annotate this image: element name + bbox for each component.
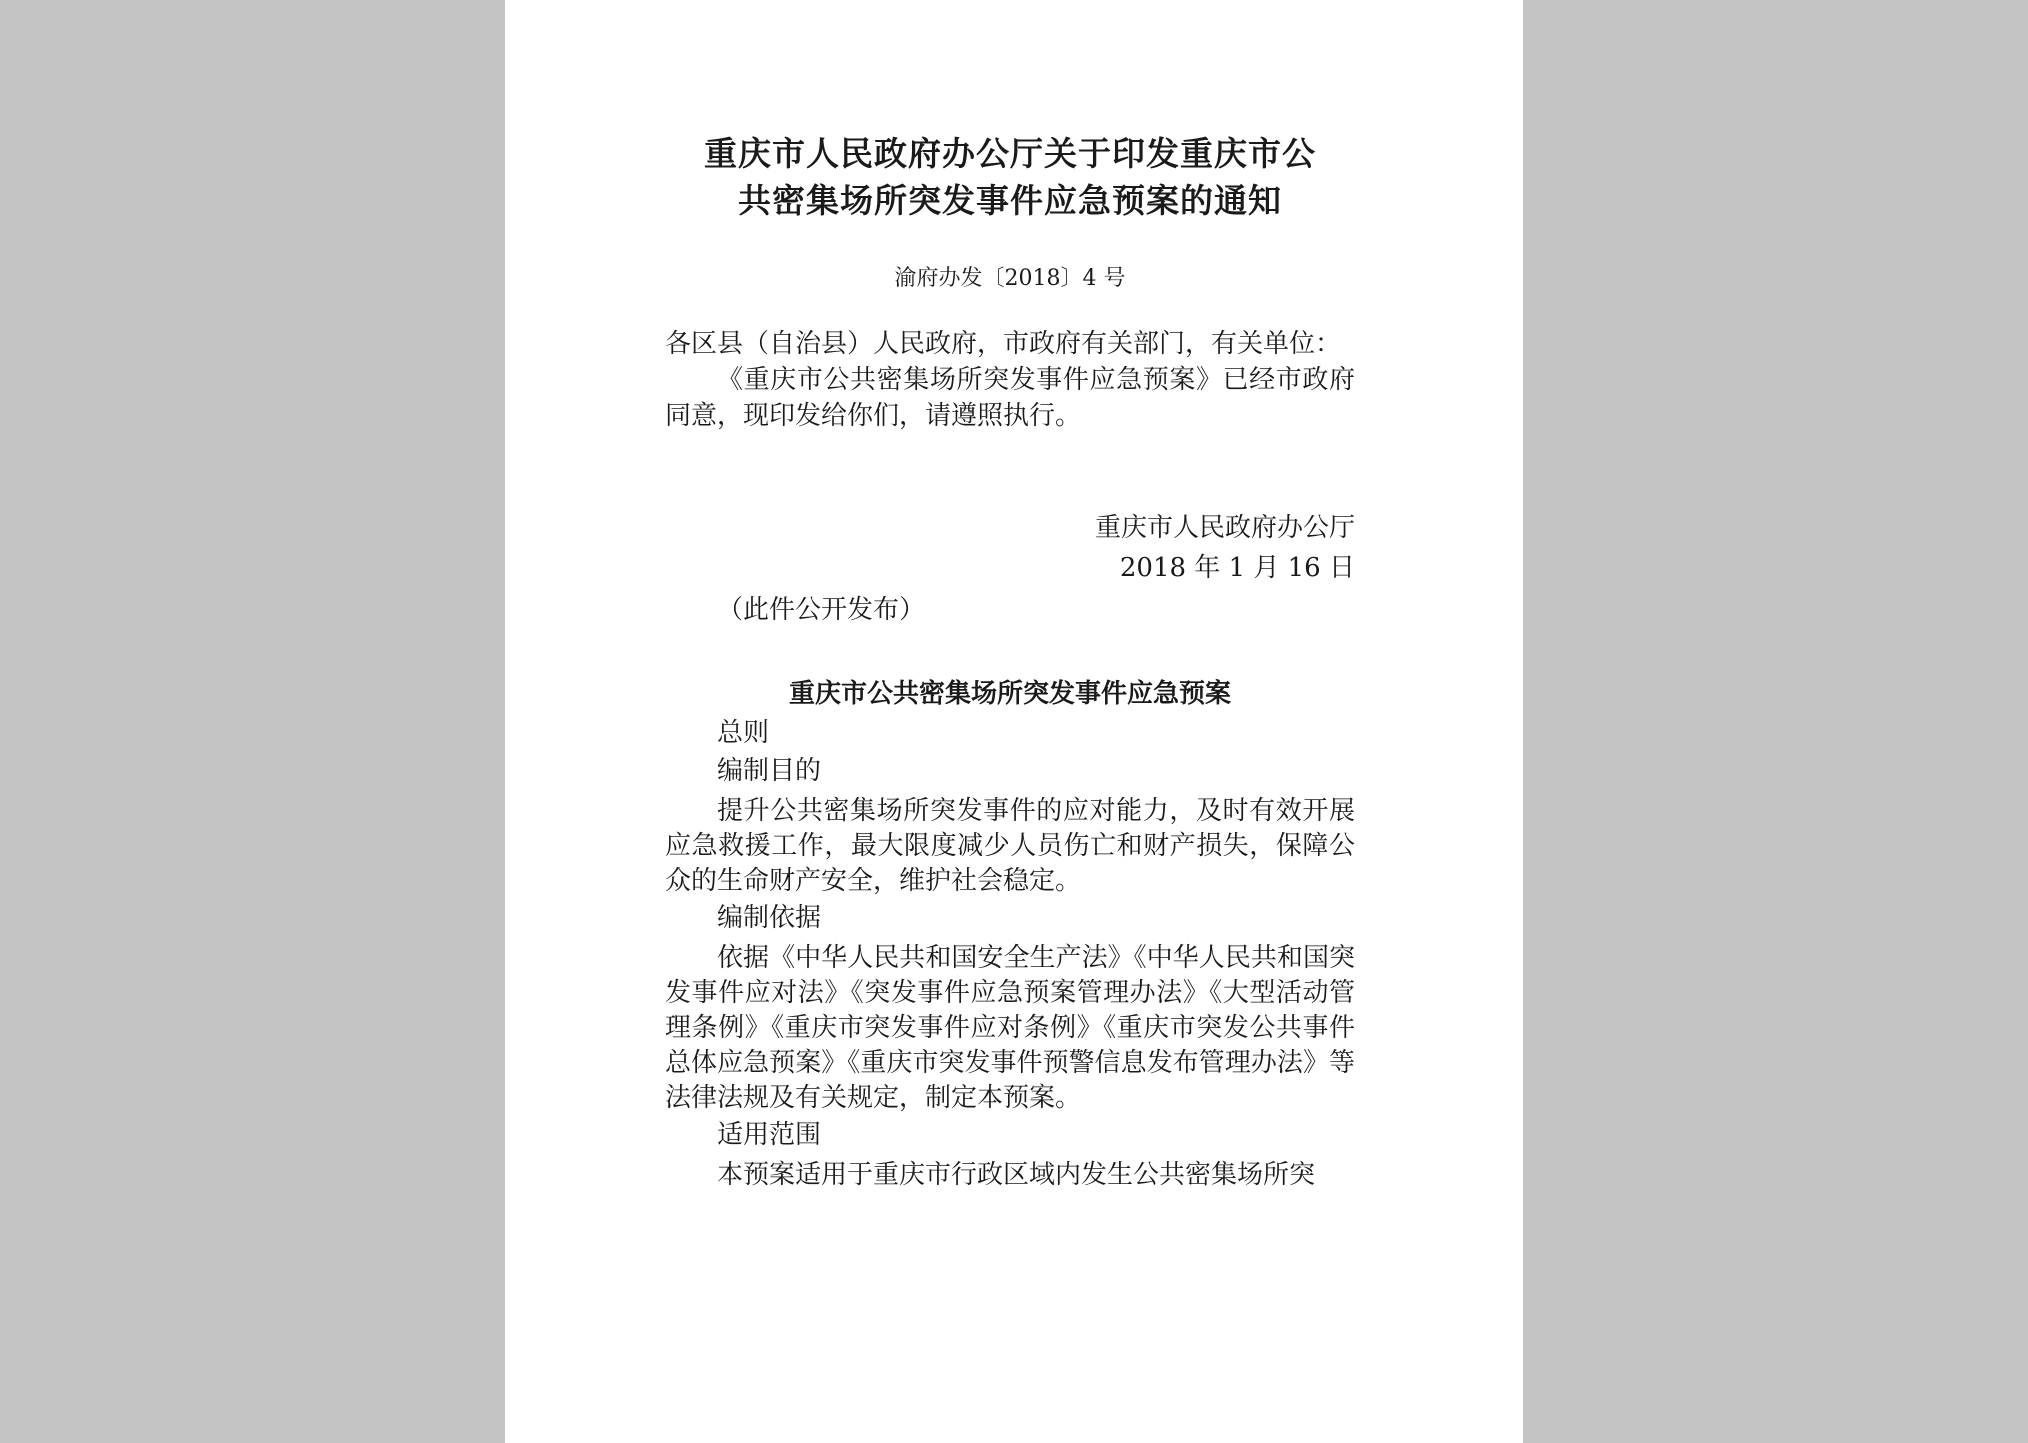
issue-date: 2018 年 1 月 16 日 [1119, 553, 1355, 583]
heading-scope: 适用范围 [717, 1120, 822, 1150]
section-general: 总则 [717, 718, 770, 748]
heading-basis: 编制依据 [717, 903, 822, 933]
addressee: 各区县（自治县）人民政府，市政府有关部门，有关单位： [665, 329, 1342, 359]
scope-paragraph: 本预案适用于重庆市行政区域内发生公共密集场所突 [717, 1160, 1316, 1190]
basis-paragraph: 依据《中华人民共和国安全生产法》《中华人民共和国突发事件应对法》《突发事件应急预案管理办法》《大型活动管理条例》《重庆市突发事件应对条例》《重庆市突发公共事件总体应急预案》《重庆市突发事件预警信息发布管理办法》等法律法规及有关规定，制定本预案。 [665, 943, 1355, 1113]
heading-purpose: 编制目的 [717, 756, 822, 786]
document-page [505, 0, 1523, 1443]
notice-title [665, 130, 1355, 224]
document-content [665, 130, 1355, 1193]
document-number: 渝府办发〔2018〕4 号 [894, 266, 1126, 291]
publication-note: （此件公开发布） [717, 595, 926, 625]
notice-body: 《重庆市公共密集场所突发事件应急预案》已经市政府同意，现印发给你们，请遵照执行。 [665, 365, 1355, 431]
plan-title: 重庆市公共密集场所突发事件应急预案 [788, 679, 1231, 709]
notice-title-line-2: 共密集场所突发事件应急预案的通知 [738, 181, 1282, 220]
purpose-paragraph: 提升公共密集场所突发事件的应对能力，及时有效开展应急救援工作，最大限度减少人员伤亡和财产损失，保障公众的生命财产安全，维护社会稳定。 [665, 796, 1355, 896]
notice-title-line-1: 重庆市人民政府办公厅关于印发重庆市公 [704, 134, 1316, 173]
issuing-office: 重庆市人民政府办公厅 [1094, 513, 1355, 543]
